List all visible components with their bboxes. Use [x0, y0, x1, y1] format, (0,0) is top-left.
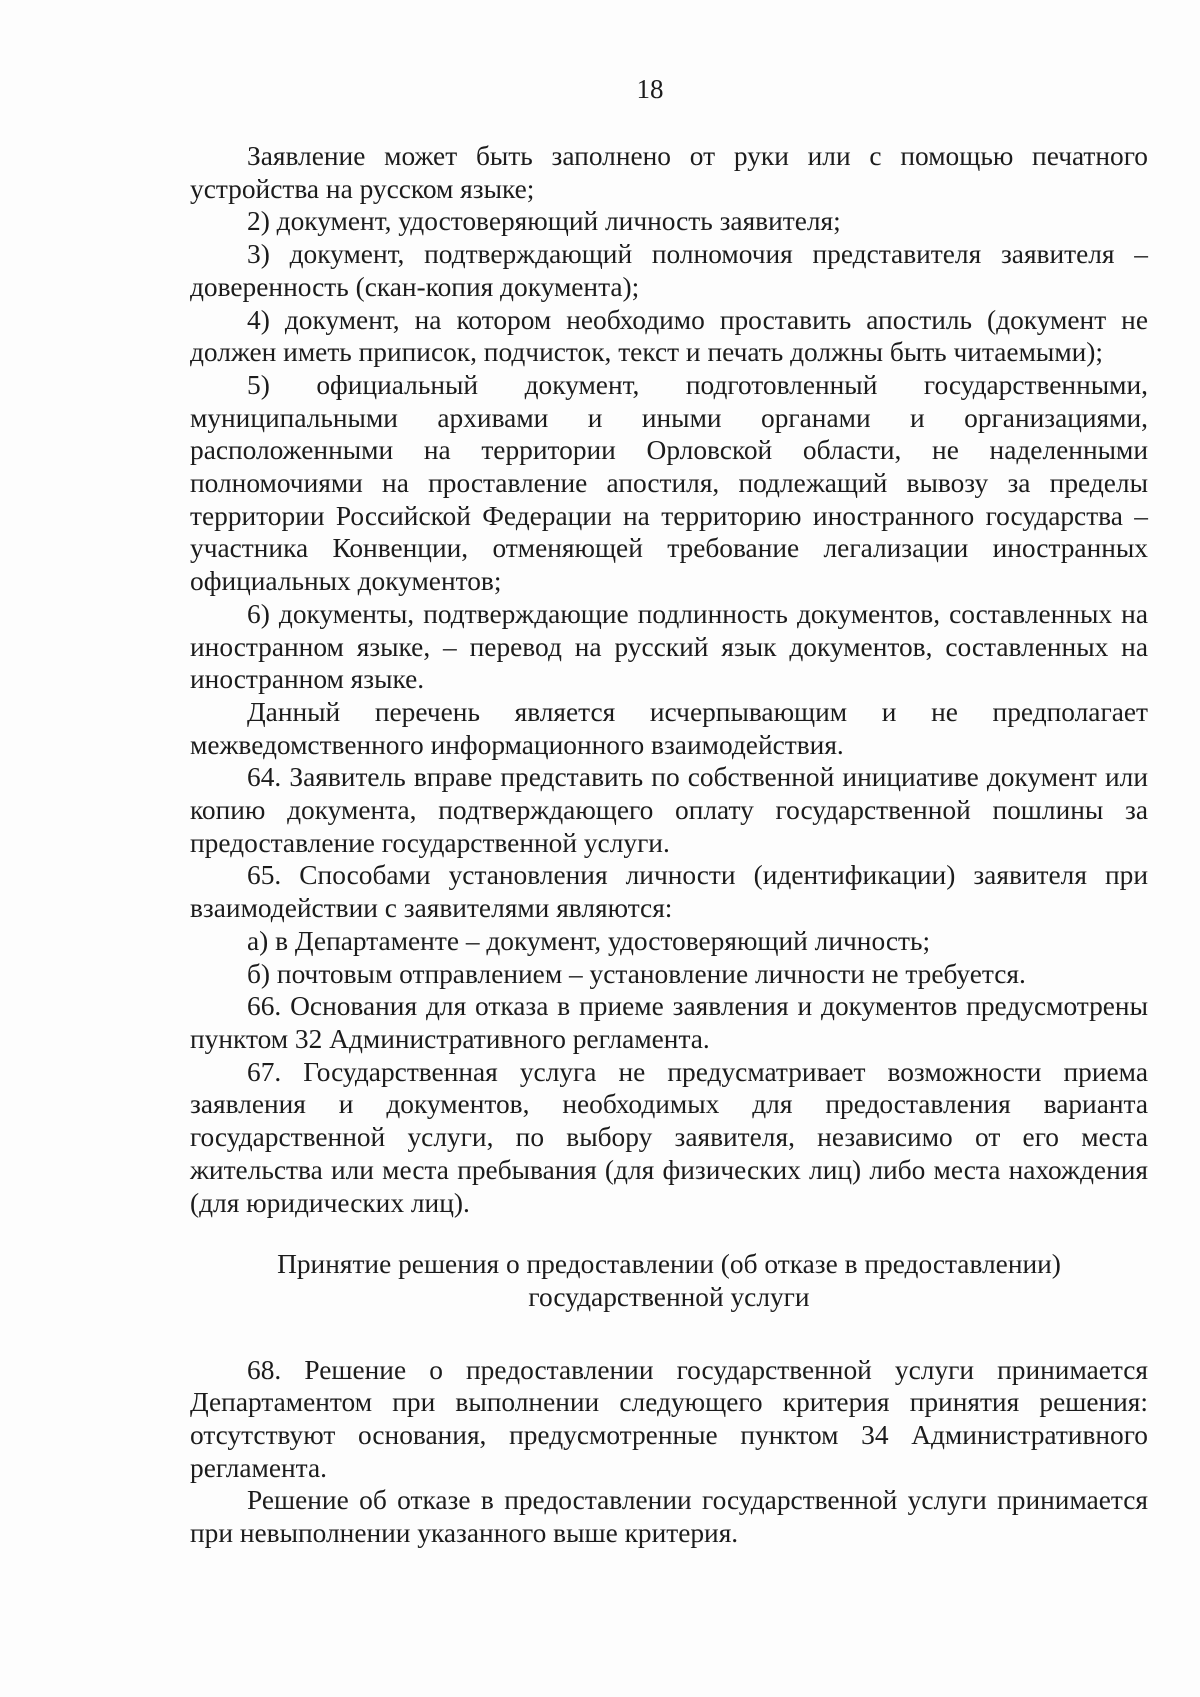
paragraph-65-a: а) в Департаменте – документ, удостоверяющий личность;: [247, 925, 931, 956]
page-number: 18: [636, 74, 664, 104]
paragraph-application-form: Заявление может быть заполнено от руки или с помощью печатного устройства на русском языке;: [190, 141, 1148, 204]
paragraph-item-5: 5) официальный документ, подготовленный государственными, муниципальными архивами и иными органами и организациями, расположенными на территории Орловской области, не наделенными полномочиями на проставление апостиля, подлежащий вывозу за пределы территории Российской Федерации на территорию иностранного государства – участника Конвенции, отменяющей требование легализации иностранных официальных документов;: [190, 369, 1148, 597]
section-heading: [190, 1248, 1148, 1313]
document-body: [190, 140, 1148, 1550]
paragraph-refusal-decision: Решение об отказе в предоставлении государственной услуги принимается при невыполнении указанного выше критерия.: [190, 1485, 1148, 1549]
paragraph-item-3: 3) документ, подтверждающий полномочия представителя заявителя – доверенность (скан-копия документа);: [190, 239, 1148, 302]
paragraph-68: 68. Решение о предоставлении государственной услуги принимается Департаментом при выполнении следующего критерия принятия решения: отсутствуют основания, предусмотренные пунктом 34 Административного регламента.: [190, 1354, 1148, 1483]
paragraph-67: 67. Государственная услуга не предусматривает возможности приема заявления и документов, необходимых для предоставления варианта государственной услуги, по выбору заявителя, независимо от его места жительства или места пребывания (для физических лиц) либо места нахождения (для юридических лиц).: [190, 1056, 1148, 1218]
paragraph-list-exhaustive: Данный перечень является исчерпывающим и не предполагает межведомственного информационного взаимодействия.: [190, 696, 1148, 760]
section-heading-line-1: Принятие решения о предоставлении (об отказе в предоставлении): [277, 1249, 1061, 1280]
paragraph-item-2: 2) документ, удостоверяющий личность заявителя;: [247, 206, 841, 237]
paragraph-65: 65. Способами установления личности (идентификации) заявителя при взаимодействии с заявителями являются:: [190, 860, 1148, 924]
section-heading-line-2: государственной услуги: [528, 1281, 810, 1312]
paragraph-65-b: б) почтовым отправлением – установление личности не требуется.: [247, 958, 1026, 989]
paragraph-64: 64. Заявитель вправе представить по собственной инициативе документ или копию документа, подтверждающего оплату государственной пошлины за предоставление государственной услуги.: [190, 762, 1148, 858]
paragraph-item-6: 6) документы, подтверждающие подлинность документов, составленных на иностранном языке, – перевод на русский язык документов, составленных на иностранном языке.: [190, 598, 1148, 695]
paragraph-item-4: 4) документ, на котором необходимо проставить апостиль (документ не должен иметь приписок, подчисток, текст и печать должны быть читаемыми);: [190, 304, 1148, 368]
paragraph-66: 66. Основания для отказа в приеме заявления и документов предусмотрены пунктом 32 Административного регламента.: [190, 991, 1148, 1054]
